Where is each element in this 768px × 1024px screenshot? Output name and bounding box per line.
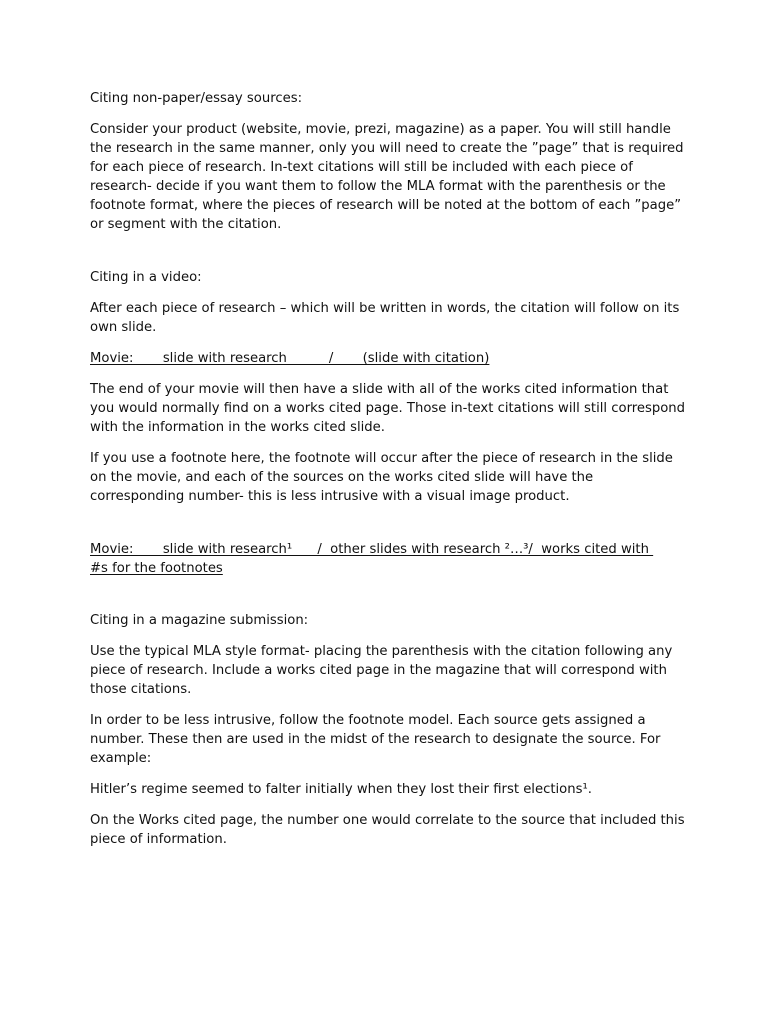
- section-heading-non-paper: Citing non-paper/essay sources:: [90, 91, 303, 106]
- paragraph-footnote-model: In order to be less intrusive, follow the footnote model. Each source gets assigned a number. These then are used in the midst of the research to designate the source. For example:: [90, 713, 661, 766]
- paragraph-mla-format: Use the typical MLA style format- placing the parenthesis with the citation following any piece of research. Include a works cited page in the magazine that will correspond with those citations.: [90, 644, 673, 697]
- example-movie-citation-text: Movie: slide with research / (slide with citation): [90, 351, 490, 366]
- paragraph-video-citation: After each piece of research – which will be written in words, the citation will follow on its own slide.: [90, 301, 680, 335]
- spacer: [90, 506, 688, 540]
- example-movie-footnotes-line1: Movie: slide with research¹ / other slides with research ²…³/ works cited with: [90, 542, 654, 557]
- paragraph-works-cited-slide: The end of your movie will then have a slide with all of the works cited information that you would normally find on a works cited page. Those in-text citations will still correspond with the information in the works cited slide.: [90, 382, 686, 435]
- paragraph-footnote-movie: If you use a footnote here, the footnote will occur after the piece of research in the slide on the movie, and each of the sources on the works cited slide will have the corresponding number- this is less intrusive with a visual image product.: [90, 451, 673, 504]
- spacer: [90, 234, 688, 268]
- example-movie-footnotes: [90, 540, 688, 578]
- section-heading-magazine: Citing in a magazine submission:: [90, 613, 309, 628]
- spacer: [90, 578, 688, 611]
- paragraph-works-cited-number: On the Works cited page, the number one would correlate to the source that included this piece of information.: [90, 813, 685, 847]
- paragraph-product-as-paper: Consider your product (website, movie, prezi, magazine) as a paper. You will still handle the research in the same manner, only you will need to create the ”page” that is required for each piece of research. In-text citations will still be included with each piece of research- decide if you want them to follow the MLA format with the parenthesis or the footnote format, where the pieces of research will be noted at the bottom of each ”page” or segment with the citation.: [90, 122, 684, 232]
- example-movie-citation-slide: [90, 349, 688, 368]
- section-heading-video: Citing in a video:: [90, 270, 202, 285]
- paragraph-hitler-example: Hitler’s regime seemed to falter initially when they lost their first elections¹.: [90, 782, 592, 797]
- example-movie-footnotes-line2: #s for the footnotes: [90, 561, 223, 576]
